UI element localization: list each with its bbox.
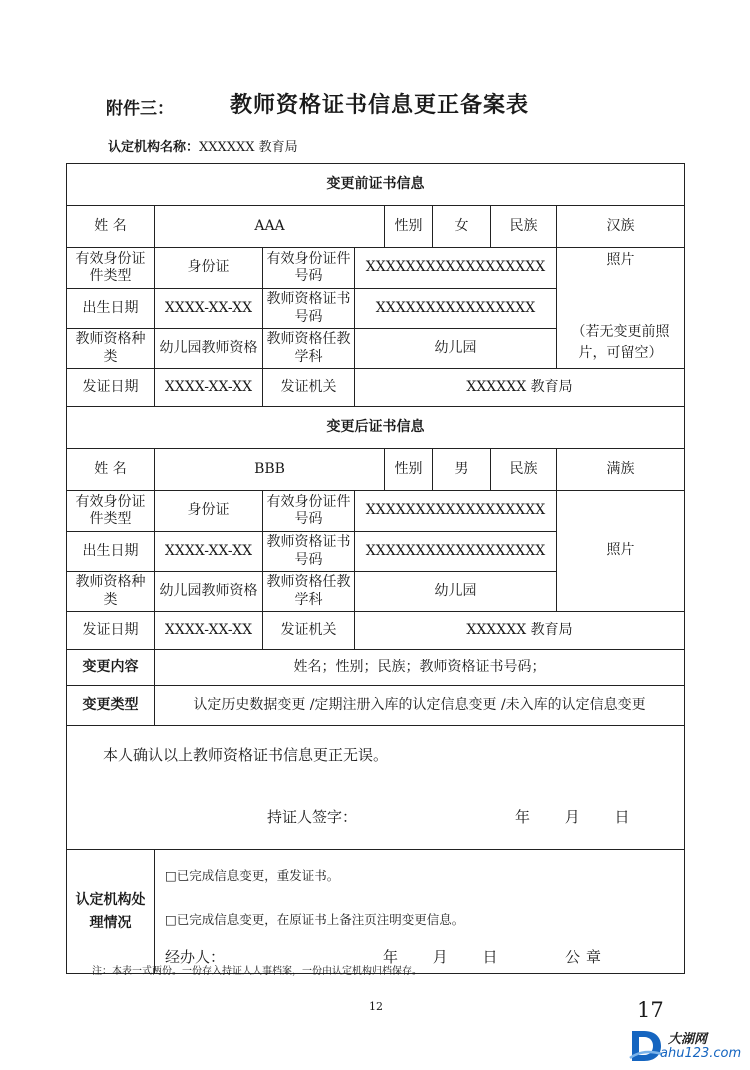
before-issuer: XXXXXX 教育局 — [355, 369, 685, 407]
gender-label: 性别 — [385, 449, 433, 491]
after-gender: 男 — [433, 449, 491, 491]
document-header — [0, 86, 750, 120]
section-after-title: 变更后证书信息 — [67, 407, 685, 449]
issue-date-label: 发证日期 — [67, 369, 155, 407]
annex-label: 附件三： — [106, 99, 174, 119]
before-name: AAA — [155, 206, 385, 248]
org-value: XXXXXX 教育局 — [199, 140, 298, 155]
gender-label: 性别 — [385, 206, 433, 248]
change-type-value: 认定历史数据变更 /定期注册入库的认定信息变更 /未入库的认定信息变更 — [155, 686, 685, 726]
id-type-label: 有效身份证件类型 — [67, 248, 155, 289]
ethnicity-label: 民族 — [491, 449, 557, 491]
org-label: 认定机构名称： — [108, 140, 200, 155]
id-number-label: 有效身份证件号码 — [263, 491, 355, 532]
process-cell — [155, 850, 685, 974]
holder-signature-label: 持证人签字： — [267, 808, 358, 826]
birth-date-label: 出生日期 — [67, 532, 155, 572]
confirmation-cell — [67, 726, 685, 850]
issuer-label: 发证机关 — [263, 612, 355, 650]
before-birth-date: XXXX-XX-XX — [155, 289, 263, 329]
signature-date: 年 月 日 — [515, 808, 630, 826]
before-photo-label: 照片 — [606, 252, 635, 269]
change-type-label: 变更类型 — [67, 686, 155, 726]
after-id-type: 身份证 — [155, 491, 263, 532]
name-label: 姓 名 — [67, 206, 155, 248]
before-id-type: 身份证 — [155, 248, 263, 289]
change-content-label: 变更内容 — [67, 650, 155, 686]
issue-date-label: 发证日期 — [67, 612, 155, 650]
after-ethnicity: 满族 — [557, 449, 685, 491]
after-photo-cell — [557, 491, 685, 612]
page-title: 教师资格证书信息更正备案表 — [230, 92, 530, 118]
cert-number-label: 教师资格证书号码 — [263, 289, 355, 329]
birth-date-label: 出生日期 — [67, 289, 155, 329]
after-issuer: XXXXXX 教育局 — [355, 612, 685, 650]
before-cert-kind: 幼儿园教师资格 — [155, 329, 263, 369]
before-cert-number: XXXXXXXXXXXXXXXX — [355, 289, 557, 329]
process-label: 认定机构处理情况 — [67, 850, 155, 974]
watermark-logo — [628, 1028, 742, 1066]
official-seal-label: 公章 — [565, 948, 608, 966]
after-cert-number: XXXXXXXXXXXXXXXXXX — [355, 532, 557, 572]
footnote: 注：本表一式两份。一份存入持证人人事档案，一份由认定机构归档保存。 — [92, 966, 422, 977]
cert-kind-label: 教师资格种类 — [67, 329, 155, 369]
after-cert-kind: 幼儿园教师资格 — [155, 572, 263, 612]
cert-number-label: 教师资格证书号码 — [263, 532, 355, 572]
subject-label: 教师资格任教学科 — [263, 329, 355, 369]
name-label: 姓 名 — [67, 449, 155, 491]
process-date: 年 月 日 — [383, 948, 498, 966]
org-line — [108, 136, 298, 155]
id-type-label: 有效身份证件类型 — [67, 491, 155, 532]
watermark-name: 大湖网 — [668, 1032, 708, 1047]
issuer-label: 发证机关 — [263, 369, 355, 407]
before-issue-date: XXXX-XX-XX — [155, 369, 263, 407]
confirmation-text: 本人确认以上教师资格证书信息更正无误。 — [103, 746, 389, 764]
before-subject: 幼儿园 — [355, 329, 557, 369]
after-subject: 幼儿园 — [355, 572, 557, 612]
id-number-label: 有效身份证件号码 — [263, 248, 355, 289]
before-gender: 女 — [433, 206, 491, 248]
process-option-annotate: □已完成信息变更，在原证书上备注页注明变更信息。 — [165, 912, 465, 927]
after-name: BBB — [155, 449, 385, 491]
ethnicity-label: 民族 — [491, 206, 557, 248]
after-id-number: XXXXXXXXXXXXXXXXXX — [355, 491, 557, 532]
subject-label: 教师资格任教学科 — [263, 572, 355, 612]
handler-label: 经办人： — [165, 948, 226, 966]
after-birth-date: XXXX-XX-XX — [155, 532, 263, 572]
watermark-url: ahu123.com — [660, 1046, 742, 1061]
watermark-d-icon — [628, 1028, 664, 1064]
cert-kind-label: 教师资格种类 — [67, 572, 155, 612]
section-before-title: 变更前证书信息 — [67, 164, 685, 206]
scan-page-number: 17 — [637, 998, 664, 1022]
before-id-number: XXXXXXXXXXXXXXXXXX — [355, 248, 557, 289]
before-ethnicity: 汉族 — [557, 206, 685, 248]
record-form — [66, 163, 685, 974]
after-issue-date: XXXX-XX-XX — [155, 612, 263, 650]
before-photo-cell — [557, 248, 685, 369]
process-option-reissue: □已完成信息变更，重发证书。 — [165, 868, 340, 883]
page-number: 12 — [369, 1000, 383, 1013]
after-photo-label: 照片 — [606, 542, 635, 559]
change-content-value: 姓名；性别；民族；教师资格证书号码； — [155, 650, 685, 686]
before-photo-note: （若无变更前照片，可留空） — [571, 323, 670, 361]
